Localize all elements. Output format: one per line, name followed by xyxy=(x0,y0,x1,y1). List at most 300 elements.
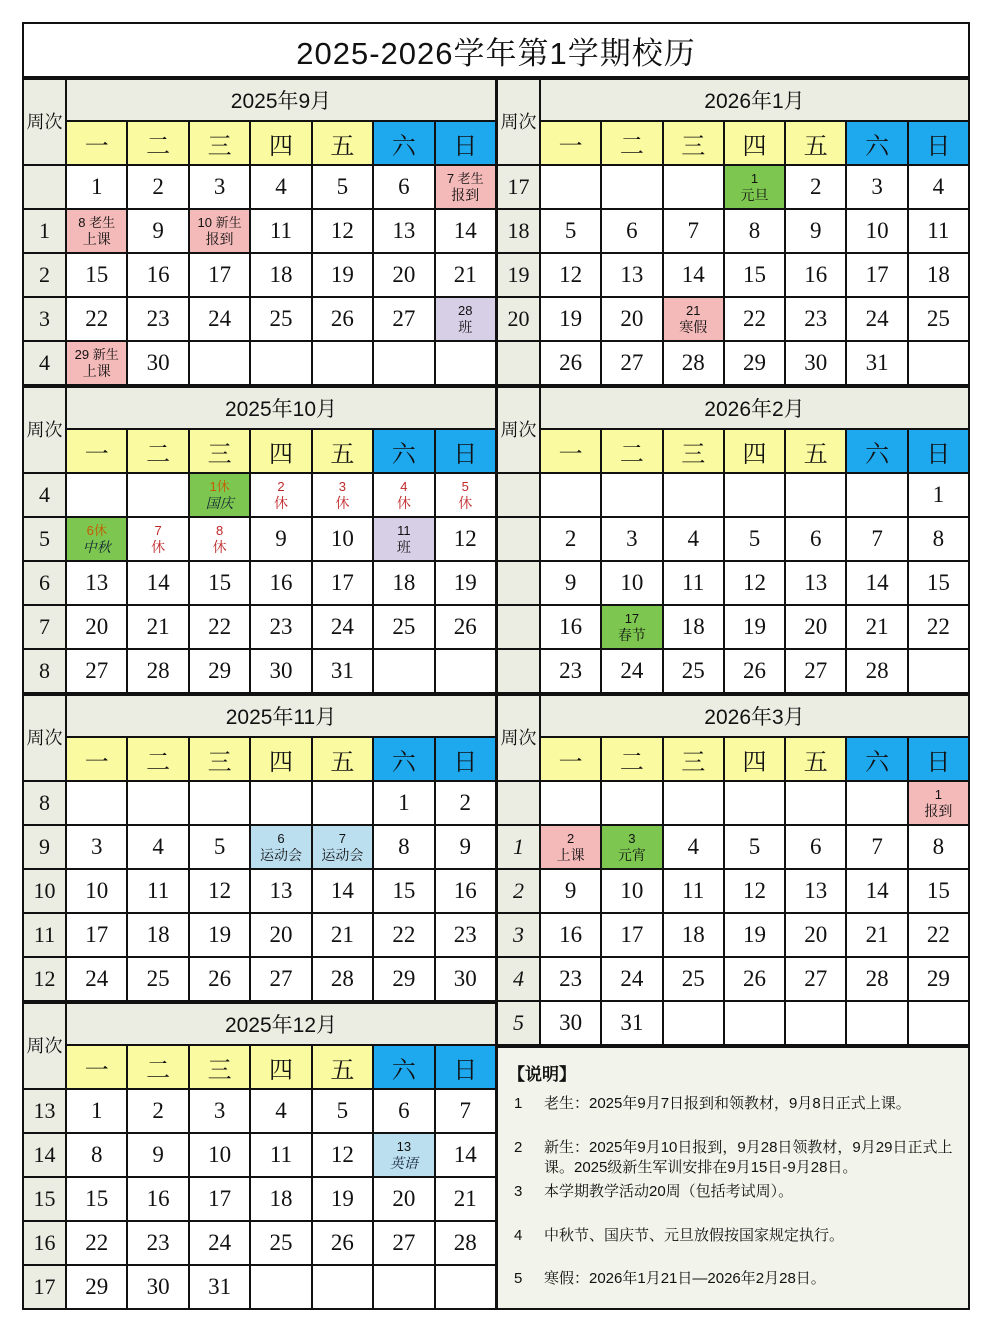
empty-cell xyxy=(251,1266,310,1308)
day-cell: 10 xyxy=(602,562,661,604)
day-cell: 30 xyxy=(128,1266,187,1308)
weekday-header: 日 xyxy=(436,122,495,164)
weekday-header: 六 xyxy=(847,430,906,472)
day-cell: 25 xyxy=(128,958,187,1000)
event-day-cell xyxy=(374,474,433,516)
notes-panel xyxy=(498,1048,968,1308)
weekday-header: 五 xyxy=(313,738,372,780)
day-cell: 25 xyxy=(909,298,968,340)
weekday-header: 日 xyxy=(436,1046,495,1088)
empty-cell xyxy=(602,166,661,208)
week-number: 4 xyxy=(24,474,65,516)
day-cell: 10 xyxy=(602,870,661,912)
day-cell: 26 xyxy=(436,606,495,648)
day-cell: 16 xyxy=(251,562,310,604)
event-day-cell xyxy=(602,606,661,648)
day-cell: 7 xyxy=(436,1090,495,1132)
weekday-header: 三 xyxy=(190,738,249,780)
week-number: 8 xyxy=(24,650,65,692)
day-cell: 3 xyxy=(190,166,249,208)
day-cell: 8 xyxy=(909,518,968,560)
day-cell: 12 xyxy=(313,210,372,252)
month-title: 2026年2月 xyxy=(541,388,968,428)
day-cell: 5 xyxy=(190,826,249,868)
month-block-2025-10 xyxy=(24,388,495,692)
week-column-label: 周次 xyxy=(498,80,539,164)
day-cell: 25 xyxy=(251,1222,310,1264)
month-block-2026-01 xyxy=(498,80,968,384)
week-number xyxy=(498,474,539,516)
empty-cell xyxy=(251,782,310,824)
weekday-header: 二 xyxy=(128,122,187,164)
day-cell: 9 xyxy=(436,826,495,868)
day-cell: 5 xyxy=(725,826,784,868)
day-cell: 2 xyxy=(541,518,600,560)
day-cell: 29 xyxy=(725,342,784,384)
day-event-label: 元旦 xyxy=(740,187,769,203)
day-event-label: 报到 xyxy=(451,187,480,203)
day-event-label: 报到 xyxy=(924,803,953,819)
day-cell: 14 xyxy=(128,562,187,604)
day-cell: 19 xyxy=(436,562,495,604)
weekday-header: 二 xyxy=(128,738,187,780)
day-cell: 3 xyxy=(602,518,661,560)
day-cell: 6 xyxy=(374,166,433,208)
day-cell: 2 xyxy=(128,1090,187,1132)
day-cell: 31 xyxy=(602,1002,661,1044)
day-event-label: 休 xyxy=(273,495,288,511)
empty-cell xyxy=(436,1266,495,1308)
day-cell: 15 xyxy=(374,870,433,912)
day-number: 8 老生 xyxy=(78,215,116,230)
day-event-label: 春节 xyxy=(617,627,646,643)
day-cell: 9 xyxy=(128,1134,187,1176)
day-event-label: 班 xyxy=(396,539,411,555)
day-cell: 1 xyxy=(374,782,433,824)
weekday-header: 一 xyxy=(541,430,600,472)
day-number: 7 xyxy=(338,831,347,846)
day-number: 11 xyxy=(397,523,411,538)
day-cell: 4 xyxy=(664,826,723,868)
empty-cell xyxy=(374,342,433,384)
day-cell: 19 xyxy=(313,1178,372,1220)
day-cell: 26 xyxy=(313,1222,372,1264)
day-cell: 20 xyxy=(374,254,433,296)
note-number: 5 xyxy=(514,1270,523,1287)
week-number: 17 xyxy=(24,1266,65,1308)
day-cell: 30 xyxy=(541,1002,600,1044)
day-cell: 24 xyxy=(602,958,661,1000)
day-cell: 3 xyxy=(847,166,906,208)
day-cell: 23 xyxy=(541,958,600,1000)
day-cell: 27 xyxy=(602,342,661,384)
day-cell: 16 xyxy=(128,1178,187,1220)
weekday-header: 二 xyxy=(128,1046,187,1088)
week-number: 3 xyxy=(498,914,539,956)
day-cell: 21 xyxy=(436,1178,495,1220)
note-number: 4 xyxy=(514,1227,523,1244)
week-column-label: 周次 xyxy=(498,388,539,472)
day-cell: 13 xyxy=(602,254,661,296)
day-cell: 23 xyxy=(128,298,187,340)
weekday-header: 五 xyxy=(786,738,845,780)
week-number: 2 xyxy=(24,254,65,296)
day-cell: 4 xyxy=(251,166,310,208)
empty-cell xyxy=(664,166,723,208)
day-cell: 22 xyxy=(67,298,126,340)
week-number: 11 xyxy=(24,914,65,956)
day-cell: 25 xyxy=(251,298,310,340)
month-title: 2025年9月 xyxy=(67,80,495,120)
weekday-header: 四 xyxy=(251,430,310,472)
day-cell: 6 xyxy=(786,518,845,560)
day-cell: 25 xyxy=(664,958,723,1000)
weekday-header: 日 xyxy=(909,738,968,780)
week-number: 15 xyxy=(24,1178,65,1220)
day-cell: 27 xyxy=(786,958,845,1000)
day-cell: 21 xyxy=(313,914,372,956)
day-cell: 22 xyxy=(909,914,968,956)
week-number xyxy=(498,342,539,384)
note-item xyxy=(514,1226,964,1246)
day-event-label: 休 xyxy=(458,495,473,511)
day-cell: 23 xyxy=(251,606,310,648)
day-cell: 17 xyxy=(313,562,372,604)
weekday-header: 日 xyxy=(909,122,968,164)
day-event-label: 休 xyxy=(212,539,227,555)
weekday-header: 四 xyxy=(725,738,784,780)
week-number: 3 xyxy=(24,298,65,340)
day-cell: 14 xyxy=(436,210,495,252)
day-cell: 13 xyxy=(67,562,126,604)
day-cell: 9 xyxy=(541,870,600,912)
day-cell: 6 xyxy=(786,826,845,868)
weekday-header: 三 xyxy=(664,738,723,780)
empty-cell xyxy=(602,782,661,824)
week-number: 10 xyxy=(24,870,65,912)
day-cell: 10 xyxy=(847,210,906,252)
day-cell: 24 xyxy=(67,958,126,1000)
day-cell: 31 xyxy=(313,650,372,692)
day-cell: 23 xyxy=(436,914,495,956)
day-cell: 13 xyxy=(251,870,310,912)
day-cell: 20 xyxy=(786,606,845,648)
month-title: 2025年12月 xyxy=(67,1004,495,1044)
day-cell: 17 xyxy=(847,254,906,296)
event-day-cell xyxy=(541,826,600,868)
week-number: 4 xyxy=(24,342,65,384)
day-cell: 26 xyxy=(541,342,600,384)
week-number xyxy=(498,562,539,604)
day-cell: 14 xyxy=(664,254,723,296)
day-cell: 27 xyxy=(251,958,310,1000)
week-number xyxy=(498,650,539,692)
weekday-header: 五 xyxy=(313,430,372,472)
weekday-header: 三 xyxy=(190,430,249,472)
empty-cell xyxy=(725,1002,784,1044)
day-cell: 17 xyxy=(67,914,126,956)
week-number: 17 xyxy=(498,166,539,208)
event-day-cell xyxy=(436,298,495,340)
weekday-header: 六 xyxy=(847,122,906,164)
weekday-header: 一 xyxy=(67,122,126,164)
day-cell: 29 xyxy=(909,958,968,1000)
day-cell: 18 xyxy=(664,606,723,648)
note-item xyxy=(514,1182,964,1202)
day-event-label: 英语 xyxy=(389,1155,418,1171)
day-cell: 18 xyxy=(251,254,310,296)
note-text: 老生：2025年9月7日报到和领教材，9月8日正式上课。 xyxy=(544,1095,911,1112)
day-cell: 27 xyxy=(67,650,126,692)
day-cell: 26 xyxy=(313,298,372,340)
day-cell: 22 xyxy=(190,606,249,648)
day-event-label: 休 xyxy=(396,495,411,511)
event-day-cell xyxy=(313,826,372,868)
empty-cell xyxy=(541,782,600,824)
weekday-header: 一 xyxy=(541,122,600,164)
day-cell: 11 xyxy=(128,870,187,912)
note-text: 中秋节、国庆节、元旦放假按国家规定执行。 xyxy=(544,1227,845,1244)
day-cell: 11 xyxy=(251,210,310,252)
day-cell: 26 xyxy=(725,650,784,692)
weekday-header: 一 xyxy=(541,738,600,780)
week-number: 6 xyxy=(24,562,65,604)
day-cell: 22 xyxy=(725,298,784,340)
day-cell: 14 xyxy=(847,562,906,604)
empty-cell xyxy=(909,650,968,692)
week-number: 13 xyxy=(24,1090,65,1132)
day-cell: 25 xyxy=(374,606,433,648)
empty-cell xyxy=(374,1266,433,1308)
empty-cell xyxy=(313,1266,372,1308)
day-cell: 17 xyxy=(602,914,661,956)
empty-cell xyxy=(909,342,968,384)
day-cell: 12 xyxy=(313,1134,372,1176)
day-cell: 15 xyxy=(909,562,968,604)
day-event-label: 国庆 xyxy=(205,495,234,511)
weekday-header: 一 xyxy=(67,430,126,472)
month-block-2025-09 xyxy=(24,80,495,384)
day-cell: 4 xyxy=(664,518,723,560)
day-cell: 13 xyxy=(374,210,433,252)
empty-cell xyxy=(541,474,600,516)
day-cell: 20 xyxy=(67,606,126,648)
week-number xyxy=(498,782,539,824)
week-number: 5 xyxy=(24,518,65,560)
empty-cell xyxy=(67,474,126,516)
event-day-cell xyxy=(436,474,495,516)
week-number: 7 xyxy=(24,606,65,648)
week-column-label: 周次 xyxy=(24,80,65,164)
day-cell: 28 xyxy=(313,958,372,1000)
day-cell: 20 xyxy=(374,1178,433,1220)
day-event-label: 寒假 xyxy=(679,319,708,335)
week-number xyxy=(498,518,539,560)
day-event-label: 元宵 xyxy=(617,847,646,863)
week-number: 1 xyxy=(498,826,539,868)
empty-cell xyxy=(847,1002,906,1044)
day-cell: 8 xyxy=(374,826,433,868)
weekday-header: 四 xyxy=(725,430,784,472)
note-number: 3 xyxy=(514,1183,523,1200)
day-cell: 11 xyxy=(251,1134,310,1176)
day-cell: 30 xyxy=(128,342,187,384)
weekday-header: 三 xyxy=(190,1046,249,1088)
event-day-cell xyxy=(251,474,310,516)
event-day-cell xyxy=(190,518,249,560)
day-number: 2 xyxy=(277,479,285,494)
day-cell: 12 xyxy=(725,870,784,912)
day-cell: 13 xyxy=(786,562,845,604)
day-cell: 24 xyxy=(847,298,906,340)
empty-cell xyxy=(664,1002,723,1044)
empty-cell xyxy=(313,342,372,384)
weekday-header: 六 xyxy=(374,430,433,472)
event-day-cell xyxy=(374,518,433,560)
day-number: 13 xyxy=(396,1139,412,1154)
day-cell: 31 xyxy=(847,342,906,384)
event-day-cell xyxy=(190,210,249,252)
weekday-header: 五 xyxy=(786,430,845,472)
day-number: 29 新生 xyxy=(74,347,119,362)
day-number: 17 xyxy=(624,611,640,626)
day-cell: 16 xyxy=(541,914,600,956)
weekday-header: 四 xyxy=(251,122,310,164)
note-text: 新生：2025年9月10日报到，9月28日领教材，9月29日正式上课。2025级新生军训安排在9月15日-9月28日。 xyxy=(544,1139,953,1176)
empty-cell xyxy=(847,782,906,824)
day-number: 1 xyxy=(934,787,942,802)
empty-cell xyxy=(602,474,661,516)
empty-cell xyxy=(190,782,249,824)
week-number: 20 xyxy=(498,298,539,340)
day-number: 10 新生 xyxy=(197,215,242,230)
week-number: 8 xyxy=(24,782,65,824)
day-cell: 24 xyxy=(190,1222,249,1264)
day-cell: 19 xyxy=(190,914,249,956)
day-number: 5 xyxy=(461,479,469,494)
day-number: 1 xyxy=(750,171,759,186)
week-number: 19 xyxy=(498,254,539,296)
weekday-header: 三 xyxy=(664,430,723,472)
note-item xyxy=(514,1094,964,1114)
weekday-header: 日 xyxy=(436,738,495,780)
note-item xyxy=(514,1138,964,1178)
day-cell: 18 xyxy=(374,562,433,604)
day-cell: 16 xyxy=(541,606,600,648)
weekday-header: 二 xyxy=(602,122,661,164)
empty-cell xyxy=(128,474,187,516)
day-cell: 7 xyxy=(847,518,906,560)
event-day-cell xyxy=(128,518,187,560)
day-number: 1休 xyxy=(209,479,230,494)
day-cell: 11 xyxy=(909,210,968,252)
day-cell: 28 xyxy=(436,1222,495,1264)
note-item xyxy=(514,1269,964,1289)
day-cell: 20 xyxy=(786,914,845,956)
week-number: 2 xyxy=(498,870,539,912)
day-cell: 3 xyxy=(190,1090,249,1132)
weekday-header: 六 xyxy=(374,738,433,780)
day-event-label: 上课 xyxy=(556,847,585,863)
day-number: 7 老生 xyxy=(446,171,484,186)
day-cell: 7 xyxy=(664,210,723,252)
week-column-label: 周次 xyxy=(24,696,65,780)
day-cell: 28 xyxy=(664,342,723,384)
day-cell: 21 xyxy=(847,606,906,648)
empty-cell xyxy=(786,782,845,824)
event-day-cell xyxy=(725,166,784,208)
day-cell: 18 xyxy=(664,914,723,956)
event-day-cell xyxy=(436,166,495,208)
month-block-2026-02 xyxy=(498,388,968,692)
weekday-header: 二 xyxy=(602,738,661,780)
empty-cell xyxy=(128,782,187,824)
weekday-header: 日 xyxy=(436,430,495,472)
weekday-header: 五 xyxy=(313,122,372,164)
day-cell: 4 xyxy=(251,1090,310,1132)
note-text: 寒假：2026年1月21日—2026年2月28日。 xyxy=(544,1270,826,1287)
day-cell: 30 xyxy=(786,342,845,384)
empty-cell xyxy=(67,782,126,824)
day-cell: 9 xyxy=(541,562,600,604)
day-cell: 2 xyxy=(128,166,187,208)
day-cell: 12 xyxy=(541,254,600,296)
event-day-cell xyxy=(374,1134,433,1176)
weekday-header: 五 xyxy=(786,122,845,164)
day-cell: 7 xyxy=(847,826,906,868)
day-cell: 28 xyxy=(847,650,906,692)
empty-cell xyxy=(664,782,723,824)
day-cell: 20 xyxy=(602,298,661,340)
month-block-2025-12 xyxy=(24,1004,495,1308)
day-event-label: 上课 xyxy=(82,231,111,247)
week-number xyxy=(24,166,65,208)
month-title: 2025年11月 xyxy=(67,696,495,736)
month-block-2026-03 xyxy=(498,696,968,1044)
day-number: 7 xyxy=(154,523,162,538)
week-column-label: 周次 xyxy=(24,1004,65,1088)
day-cell: 2 xyxy=(786,166,845,208)
week-column-label: 周次 xyxy=(498,696,539,780)
day-cell: 23 xyxy=(541,650,600,692)
day-cell: 12 xyxy=(190,870,249,912)
week-number xyxy=(498,606,539,648)
note-number: 2 xyxy=(514,1139,523,1156)
weekday-header: 六 xyxy=(374,122,433,164)
day-cell: 10 xyxy=(67,870,126,912)
day-event-label: 上课 xyxy=(82,363,111,379)
day-event-label: 休 xyxy=(335,495,350,511)
weekday-header: 四 xyxy=(725,122,784,164)
empty-cell xyxy=(436,342,495,384)
day-cell: 12 xyxy=(725,562,784,604)
day-cell: 8 xyxy=(725,210,784,252)
event-day-cell xyxy=(190,474,249,516)
day-cell: 29 xyxy=(67,1266,126,1308)
day-number: 2 xyxy=(567,831,575,846)
event-day-cell xyxy=(602,826,661,868)
day-cell: 4 xyxy=(909,166,968,208)
weekday-header: 四 xyxy=(251,738,310,780)
day-cell: 23 xyxy=(786,298,845,340)
day-number: 28 xyxy=(458,303,473,318)
day-cell: 27 xyxy=(374,1222,433,1264)
day-cell: 22 xyxy=(374,914,433,956)
weekday-header: 三 xyxy=(190,122,249,164)
day-cell: 6 xyxy=(602,210,661,252)
day-cell: 30 xyxy=(436,958,495,1000)
day-cell: 14 xyxy=(847,870,906,912)
